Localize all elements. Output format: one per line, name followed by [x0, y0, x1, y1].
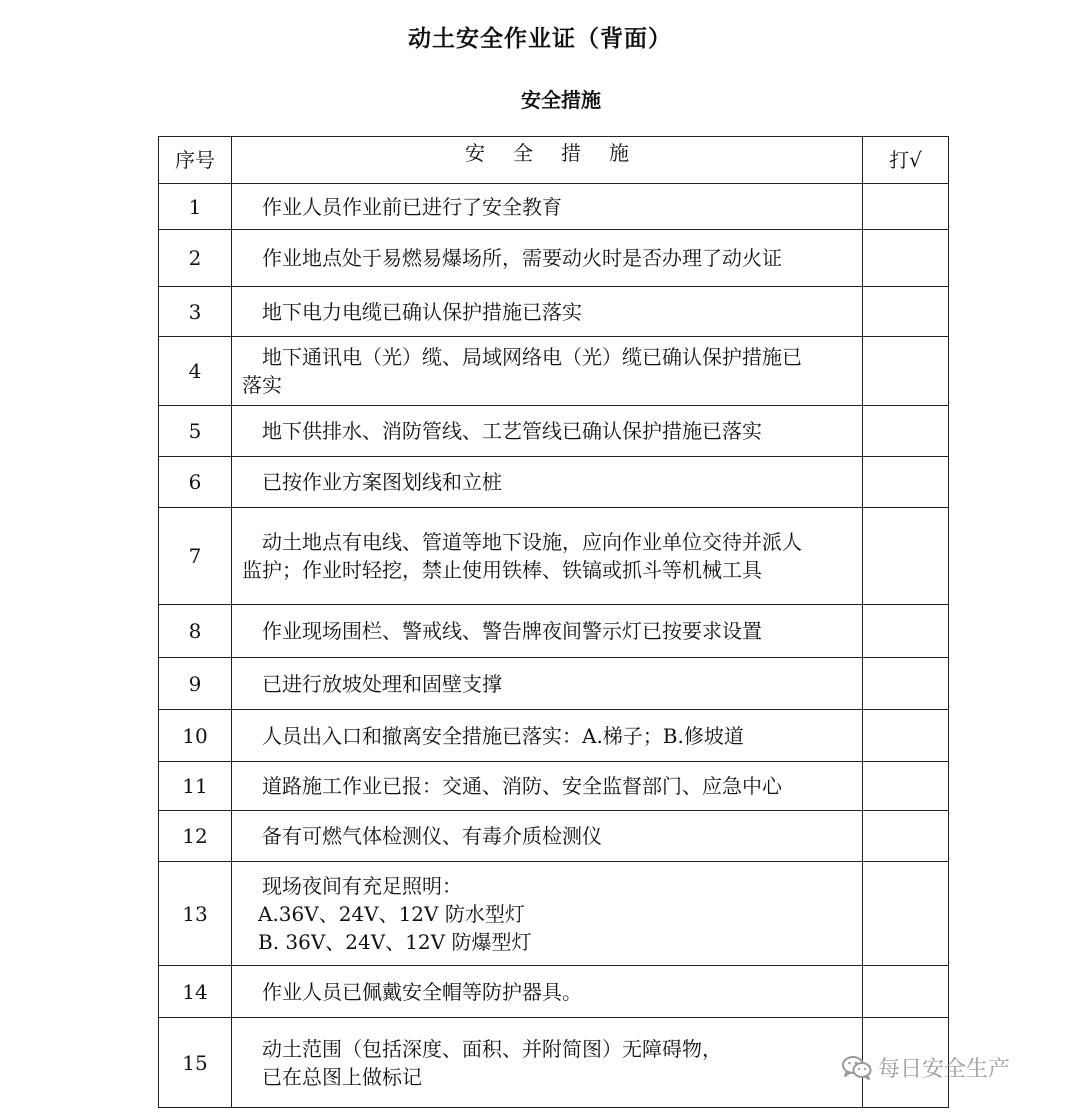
row-measure	[232, 1018, 863, 1108]
table-row	[159, 406, 949, 457]
row-measure-line: 动土地点有电线、管道等地下设施，应向作业单位交待并派人	[262, 530, 802, 554]
row-measure-line: 动土范围（包括深度、面积、并附简图）无障碍物，	[262, 1036, 722, 1061]
row-measure-line: 现场夜间有充足照明：	[262, 873, 462, 898]
row-measure-line: B. 36V、24V、12V 防爆型灯	[258, 929, 532, 954]
row-number: 7	[159, 508, 232, 605]
row-number: 5	[159, 406, 232, 457]
row-measure-line: 作业人员已佩戴安全帽等防护器具。	[262, 979, 582, 1004]
row-measure-line: 道路施工作业已报：交通、消防、安全监督部门、应急中心	[262, 774, 782, 798]
row-number: 13	[159, 862, 232, 966]
row-number: 8	[159, 605, 232, 658]
table-row	[159, 658, 949, 710]
row-measure-line: A.36V、24V、12V 防水型灯	[258, 901, 525, 926]
row-number: 1	[159, 184, 232, 230]
table-row	[159, 605, 949, 658]
header-measure: 安全措施	[232, 137, 863, 184]
row-check-cell[interactable]	[863, 862, 949, 966]
table-row	[159, 508, 949, 605]
row-measure-line: 已在总图上做标记	[262, 1064, 422, 1089]
row-number: 4	[159, 337, 232, 406]
row-measure-line: 已进行放坡处理和固壁支撑	[262, 671, 502, 696]
row-measure-line: 落实	[242, 373, 282, 397]
document-title: 动土安全作业证（背面）	[408, 26, 672, 52]
row-measure	[232, 811, 863, 862]
row-measure	[232, 710, 863, 762]
row-number: 14	[159, 966, 232, 1018]
row-measure	[232, 457, 863, 508]
row-check-cell[interactable]	[863, 457, 949, 508]
row-check-cell[interactable]	[863, 605, 949, 658]
watermark-text: 每日安全生产	[878, 1057, 1011, 1082]
row-measure	[232, 230, 863, 287]
row-number: 3	[159, 287, 232, 337]
row-number: 11	[159, 762, 232, 811]
row-measure	[232, 406, 863, 457]
row-number: 15	[159, 1018, 232, 1108]
table-row	[159, 287, 949, 337]
row-number: 12	[159, 811, 232, 862]
watermark	[842, 1052, 1010, 1083]
row-measure-line: 备有可燃气体检测仪、有毒介质检测仪	[262, 824, 602, 848]
row-check-cell[interactable]	[863, 508, 949, 605]
wechat-icon	[842, 1055, 872, 1081]
row-check-cell[interactable]	[863, 710, 949, 762]
row-check-cell[interactable]	[863, 658, 949, 710]
safety-measures-table	[158, 136, 949, 1108]
table-row	[159, 457, 949, 508]
header-check: 打√	[863, 137, 949, 184]
row-measure-line: 作业人员作业前已进行了安全教育	[262, 194, 562, 219]
row-number: 2	[159, 230, 232, 287]
table-row	[159, 966, 949, 1018]
row-number: 6	[159, 457, 232, 508]
table-row	[159, 862, 949, 966]
table-row	[159, 184, 949, 230]
row-measure	[232, 862, 863, 966]
row-measure	[232, 287, 863, 337]
section-subtitle: 安全措施	[521, 88, 601, 112]
row-measure	[232, 762, 863, 811]
row-measure-line: 监护；作业时轻挖，禁止使用铁棒、铁镐或抓斗等机械工具	[242, 558, 762, 582]
table-row	[159, 762, 949, 811]
row-measure-line: 地下供排水、消防管线、工艺管线已确认保护措施已落实	[262, 419, 762, 443]
table-row	[159, 1018, 949, 1108]
row-number: 10	[159, 710, 232, 762]
row-measure-line: 已按作业方案图划线和立桩	[262, 470, 502, 494]
row-measure	[232, 605, 863, 658]
row-check-cell[interactable]	[863, 230, 949, 287]
row-check-cell[interactable]	[863, 966, 949, 1018]
row-check-cell[interactable]	[863, 337, 949, 406]
row-measure	[232, 658, 863, 710]
row-measure-line: 地下电力电缆已确认保护措施已落实	[262, 299, 582, 324]
row-measure	[232, 508, 863, 605]
row-measure	[232, 184, 863, 230]
row-measure-line: 作业现场围栏、警戒线、警告牌夜间警示灯已按要求设置	[262, 619, 762, 643]
row-measure-line: 人员出入口和撤离安全措施已落实：A.梯子；B.修坡道	[262, 723, 744, 748]
row-number: 9	[159, 658, 232, 710]
header-seq: 序号	[159, 137, 232, 184]
row-measure	[232, 337, 863, 406]
row-check-cell[interactable]	[863, 406, 949, 457]
row-measure-line: 地下通讯电（光）缆、局域网络电（光）缆已确认保护措施已	[262, 345, 802, 369]
row-check-cell[interactable]	[863, 184, 949, 230]
row-measure	[232, 966, 863, 1018]
row-check-cell[interactable]	[863, 287, 949, 337]
row-check-cell[interactable]	[863, 811, 949, 862]
row-check-cell[interactable]	[863, 762, 949, 811]
table-row	[159, 337, 949, 406]
row-measure-line: 作业地点处于易燃易爆场所，需要动火时是否办理了动火证	[262, 246, 782, 270]
table-row	[159, 811, 949, 862]
table-row	[159, 710, 949, 762]
table-header-row	[159, 137, 949, 184]
table-row	[159, 230, 949, 287]
